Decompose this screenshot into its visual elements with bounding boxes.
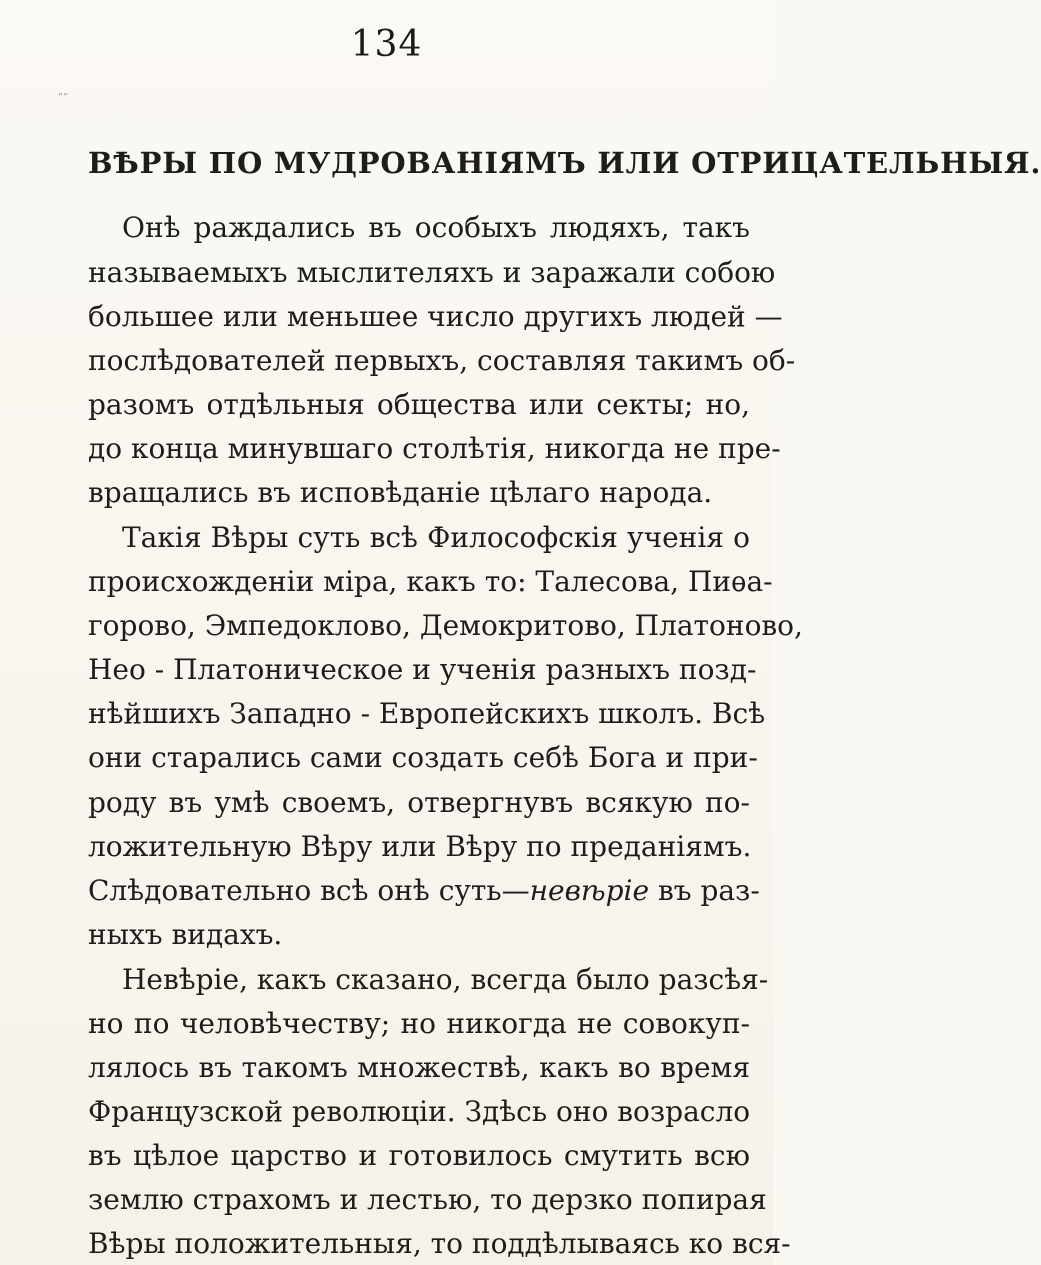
text-line: горово, Эмпедоклово, Демокритово, Платоново, <box>88 609 803 642</box>
text-line: Такія Вѣры суть всѣ Философскія ученія о <box>122 521 750 554</box>
section-heading: ВѢРЫ ПО МУДРОВАНІЯМЪ ИЛИ ОТРИЦАТЕЛЬНЫЯ. <box>88 146 1041 180</box>
text-line: роду въ умѣ своемъ, отвергнувъ всякую по- <box>88 786 750 819</box>
text-line: но по человѣчеству; но никогда не совокуп- <box>88 1007 750 1040</box>
text-line: разомъ отдѣльныя общества или секты; но, <box>88 388 750 421</box>
text-fragment: въ раз- <box>649 874 760 907</box>
page-number: 134 <box>350 24 423 65</box>
italic-word: невѣріе <box>529 874 650 907</box>
text-line: называемыхъ мыслителяхъ и заражали собою <box>88 256 776 289</box>
text-line: Французской революціи. Здѣсь оно возрасло <box>88 1095 751 1128</box>
text-line: до конца минувшаго столѣтія, никогда не пре- <box>88 432 781 465</box>
text-line-with-emphasis <box>88 872 760 910</box>
text-line: Невѣріе, какъ сказано, всегда было разсѣя- <box>122 963 769 996</box>
text-line: Онѣ раждались въ особыхъ людяхъ, такъ <box>122 211 750 244</box>
text-fragment: Слѣдовательно всѣ онѣ суть— <box>88 874 530 907</box>
text-line: вращались въ исповѣданіе цѣлаго народа. <box>88 476 713 509</box>
text-line: Вѣры положительныя, то поддѣлываясь ко вся- <box>88 1227 791 1260</box>
text-line: въ цѣлое царство и готовилось смутить всю <box>88 1139 750 1172</box>
text-line: Нео - Платоническое и ученія разныхъ позд- <box>88 653 757 686</box>
page-corner-mark: „„ <box>58 86 69 97</box>
text-line: лялось въ такомъ множествѣ, какъ во время <box>88 1051 750 1084</box>
text-line: ложительную Вѣру или Вѣру по преданіямъ. <box>88 830 752 863</box>
text-line: послѣдователей первыхъ, составляя такимъ об- <box>88 344 796 377</box>
text-line: ныхъ видахъ. <box>88 918 283 951</box>
text-line: происхожденіи міра, какъ то: Талесова, Пиѳа- <box>88 565 773 598</box>
text-line: землю страхомъ и лестью, то дерзко попирая <box>88 1183 767 1216</box>
text-line: большее или меньшее число другихъ людей — <box>88 300 783 333</box>
text-line: они старались сами создать себѣ Бога и при- <box>88 741 758 774</box>
text-line: нѣйшихъ Западно - Европейскихъ школъ. Всѣ <box>88 697 766 730</box>
